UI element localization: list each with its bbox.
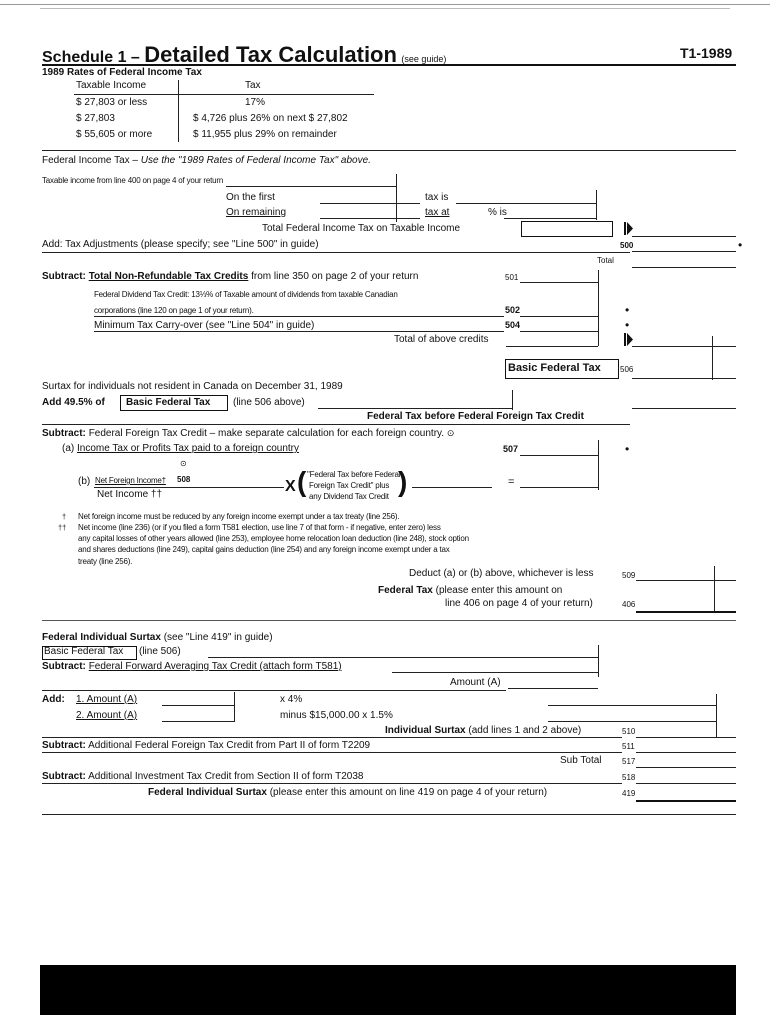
final-row: [148, 787, 547, 798]
credits-col-sep: [598, 270, 599, 346]
tax-is: tax is: [425, 192, 449, 203]
credits-right-sep: [712, 336, 713, 380]
form-id: T1-1989: [680, 45, 733, 61]
item-1-calc: x 4%: [280, 694, 303, 705]
equals-sign: =: [508, 476, 515, 488]
ftc-b-result-field[interactable]: [520, 487, 598, 488]
paren-open: (: [297, 466, 307, 497]
basic-fed-tax-field-2[interactable]: [208, 657, 598, 658]
ftc-b-label: (b): [78, 476, 91, 487]
item-sep: [234, 692, 235, 722]
on-first-field[interactable]: [320, 203, 420, 204]
arrow-icon: [624, 333, 633, 346]
note-1: Net foreign income must be reduced by any foreign income exempt under a tax treaty (line 256).: [78, 512, 400, 521]
fit-heading-italic: Use the "1989 Rates of Federal Income Tax" above.: [140, 155, 371, 166]
rate-row-1-tax: 17%: [245, 97, 266, 108]
before-ftc-field[interactable]: [632, 408, 736, 409]
ftc-a-label: (a): [62, 443, 75, 454]
circle-mark: ⊙: [446, 428, 455, 438]
line-508: 508: [177, 475, 191, 484]
fit-rule: [632, 236, 736, 237]
min-tax-carryover: Minimum Tax Carry-over (see "Line 504" in guide): [94, 320, 315, 331]
multiply-sign: X: [285, 478, 296, 495]
footer-bar: [40, 965, 736, 1015]
total-rule: [632, 267, 736, 268]
credits-heading: [42, 271, 418, 282]
ind-surtax-heading-rest: (see "Line 419" in guide): [163, 632, 273, 643]
ind-surtax-label: Individual Surtax: [385, 725, 466, 736]
top-rule: [0, 4, 770, 5]
basic-federal-tax-field[interactable]: [632, 378, 736, 379]
line-419: 419: [622, 789, 636, 798]
line-511: 511: [622, 742, 635, 751]
ftc-b-numerator: Net Foreign Income†: [95, 476, 166, 485]
total-label: Total: [597, 256, 614, 265]
top-rule-2: [40, 8, 730, 9]
line-518: 518: [622, 773, 636, 782]
ftc-b-right-field[interactable]: [412, 487, 492, 488]
note-2-line-2: any capital losses of other years allowed (line 253), employee home relocation loan deduction (line 248), stock option: [78, 534, 469, 543]
fit-heading-prefix: Federal Income Tax –: [42, 155, 138, 166]
page-title: Detailed Tax Calculation: [144, 42, 397, 67]
amount-a: Amount (A): [450, 677, 501, 688]
federal-tax-field[interactable]: [636, 611, 736, 613]
on-remaining-field[interactable]: [320, 218, 420, 219]
total-credits-field[interactable]: [506, 346, 598, 347]
federal-tax-rest: (please enter this amount on: [435, 585, 563, 596]
ftc-b-fraction-bar: [94, 487, 284, 488]
amount-a-field[interactable]: [508, 688, 598, 689]
credits-subtract: Subtract:: [42, 271, 86, 282]
item-1-result[interactable]: [548, 705, 716, 706]
line-504: 504: [505, 320, 521, 330]
final-rest: (please enter this amount on line 419 on page 4 of your return): [269, 787, 548, 798]
dividend-line-1: Federal Dividend Tax Credit: 13⅓% of Taxable amount of dividends from taxable Canadian: [94, 290, 398, 299]
deduct-sep: [714, 566, 715, 612]
line-517: 517: [622, 757, 636, 766]
bullet-icon: •: [625, 303, 630, 317]
rates-col-income: Taxable Income: [76, 80, 147, 91]
basic-federal-tax-ref: Basic Federal Tax: [126, 397, 211, 408]
ftc-a-field[interactable]: [520, 455, 598, 456]
ind-sep-1: [598, 645, 599, 677]
before-ftc: Federal Tax before Federal Foreign Tax Credit: [367, 411, 584, 422]
add-ftc-text: Additional Federal Foreign Tax Credit from Part II of form T2209: [88, 740, 371, 751]
ind-surtax-heading: [42, 632, 273, 643]
ftc-a-row: [62, 443, 299, 454]
add-pct-sep: [512, 390, 513, 410]
note-2-line-3: and shares deductions (line 249), capital gains deduction (line 254) and any foreign income exempt under a tax: [78, 545, 450, 554]
line-510-field[interactable]: [636, 737, 736, 738]
schedule-number: Schedule 1 –: [42, 49, 140, 66]
rate-row-2-income: $ 27,803: [76, 113, 115, 124]
pct-is-field[interactable]: [504, 218, 596, 219]
basic-federal-tax-label: Basic Federal Tax: [508, 362, 601, 374]
line-518-field[interactable]: [636, 783, 736, 784]
credit-504-field[interactable]: [520, 331, 598, 332]
add-ftc-rule: [42, 752, 622, 753]
bottom-rule: [42, 814, 736, 815]
ftc-b-denominator: Net Income ††: [97, 489, 163, 500]
note-2-line-4: treaty (line 256).: [78, 557, 133, 566]
fwd-avg-subtract: Subtract:: [42, 661, 86, 672]
line-509: 509: [622, 571, 636, 580]
add-adjustments: Add: Tax Adjustments (please specify; see "Line 500" in guide): [42, 239, 319, 250]
nonresident-surtax: Surtax for individuals not resident in Canada on December 31, 1989: [42, 381, 343, 392]
item-1-sep: [716, 694, 717, 738]
invest-text: Additional Investment Tax Credit from Section II of form T2038: [88, 771, 364, 782]
line-511-field[interactable]: [636, 752, 736, 753]
line-406: 406: [622, 600, 636, 609]
item-2-calc: minus $15,000.00 x 1.5%: [280, 710, 393, 721]
taxable-income-field[interactable]: [226, 186, 396, 187]
note-2-mark: ††: [58, 523, 67, 532]
ftc-subtract: Subtract:: [42, 428, 86, 439]
on-the-first: On the first: [226, 192, 275, 203]
rate-row-3-income: $ 55,605 or more: [76, 129, 153, 140]
fwd-avg-row: [42, 661, 342, 672]
adjustments-field[interactable]: [632, 251, 736, 252]
header-rule: [42, 64, 736, 66]
bullet-icon: •: [738, 238, 743, 252]
rates-bottom-rule: [42, 150, 736, 151]
line-506-ref: (line 506 above): [233, 397, 305, 408]
adjustments-rule: [42, 252, 630, 253]
ftc-a-text: Income Tax or Profits Tax paid to a foreign country: [77, 443, 299, 454]
item-2: 2. Amount (A): [76, 710, 138, 721]
taxable-income-from: Taxable income from line 400 on page 4 of your return: [42, 176, 224, 185]
total-fit-box[interactable]: [521, 221, 613, 237]
basic-fed-tax-2: Basic Federal Tax: [44, 646, 124, 657]
dividend-line-2: corporations (line 120 on page 1 of your return).: [94, 306, 254, 315]
arrow-icon: [624, 222, 633, 235]
rate-row-3-tax: $ 11,955 plus 29% on remainder: [193, 129, 337, 140]
rate-row-2-tax: $ 4,726 plus 26% on next $ 27,802: [193, 113, 348, 124]
rates-col-tax: Tax: [245, 80, 261, 91]
federal-tax-row: [378, 585, 562, 596]
line-501: 501: [505, 273, 519, 282]
line-510: 510: [622, 727, 636, 736]
tax-is-sep: [596, 190, 597, 220]
ftc-heading: [42, 428, 454, 439]
tax-is-field[interactable]: [456, 203, 596, 204]
credits-heading-text: Total Non-Refundable Tax Credits: [88, 271, 249, 282]
invest-rule: [42, 783, 622, 784]
taxable-income-sep: [396, 174, 397, 222]
rates-header-rule: [74, 94, 374, 95]
add-pct-row: [42, 397, 105, 408]
paren-close: ): [398, 466, 408, 497]
line-507: 507: [503, 444, 519, 454]
line-517-field[interactable]: [636, 767, 736, 768]
tax-at: tax at: [425, 207, 450, 218]
circle-mark-2: ⊙: [180, 459, 187, 468]
line-419-field[interactable]: [636, 800, 736, 802]
note-1-mark: †: [62, 512, 67, 521]
add-label: Add:: [42, 694, 65, 705]
min-tax-rule: [94, 331, 504, 332]
federal-tax-line-2: line 406 on page 4 of your return): [445, 598, 593, 609]
bullet-icon: •: [625, 318, 630, 332]
bullet-icon: •: [625, 442, 630, 456]
credit-501-field[interactable]: [520, 282, 598, 283]
deduct-field[interactable]: [636, 580, 736, 581]
item-2-field[interactable]: [162, 721, 234, 722]
add-ftc-subtract: Subtract:: [42, 740, 86, 751]
line-500: 500: [620, 241, 634, 250]
on-remaining: On remaining: [226, 207, 287, 218]
credits-heading-rest: from line 350 on page 2 of your return: [251, 271, 419, 282]
rate-row-1-income: $ 27,803 or less: [76, 97, 148, 108]
before-ftc-rule: [42, 424, 630, 425]
final-label: Federal Individual Surtax: [148, 787, 267, 798]
rates-heading: 1989 Rates of Federal Income Tax: [42, 67, 202, 78]
pct-is: % is: [488, 207, 507, 218]
credit-502-field[interactable]: [520, 316, 598, 317]
ftc-b-sep: [598, 470, 599, 490]
invest-subtract: Subtract:: [42, 771, 86, 782]
federal-tax-label: Federal Tax: [378, 585, 433, 596]
ind-surtax-rest: (add lines 1 and 2 above): [468, 725, 582, 736]
paren-line-1: "Federal Tax before Federal: [307, 470, 401, 479]
fwd-avg-field[interactable]: [392, 672, 598, 673]
paren-line-2: Foreign Tax Credit" plus: [309, 481, 390, 490]
ind-surtax-row: [385, 725, 581, 736]
rates-divider: [178, 80, 179, 142]
basic-line-2: (line 506): [139, 646, 181, 657]
line-506: 506: [620, 365, 634, 374]
deduct-less: Deduct (a) or (b) above, whichever is less: [409, 568, 594, 579]
total-above-credits: Total of above credits: [394, 334, 489, 345]
total-federal-income-tax: Total Federal Income Tax on Taxable Income: [262, 223, 461, 234]
ftc-heading-text: Federal Foreign Tax Credit – make separate calculation for each foreign country.: [88, 428, 445, 439]
add-ftc-row: [42, 740, 370, 751]
item-1: 1. Amount (A): [76, 694, 138, 705]
sub-total: Sub Total: [560, 755, 602, 766]
item-1-field[interactable]: [162, 705, 234, 706]
add-pct-field[interactable]: [318, 408, 512, 409]
invest-row: [42, 771, 363, 782]
fit-heading: [42, 155, 371, 166]
note-2-line-1: Net income (line 236) (or if you filed a form T581 election, use line 7 of that form - if negative, enter zero) less: [78, 523, 441, 532]
amount-a-rule: [42, 690, 506, 691]
see-guide-note: (see guide): [401, 54, 447, 64]
add-pct: Add 49.5% of: [42, 397, 105, 408]
credits-result-rule: [632, 346, 736, 347]
paren-line-3: any Dividend Tax Credit: [309, 492, 389, 501]
item-2-result[interactable]: [548, 721, 716, 722]
ind-surtax-heading-b: Federal Individual Surtax: [42, 632, 161, 643]
ind-surtax-rule: [42, 737, 622, 738]
dividend-rule: [94, 316, 504, 317]
line-502: 502: [505, 305, 521, 315]
fwd-avg-text: Federal Forward Averaging Tax Credit (attach form T581): [88, 661, 342, 672]
section-rule: [42, 620, 736, 621]
